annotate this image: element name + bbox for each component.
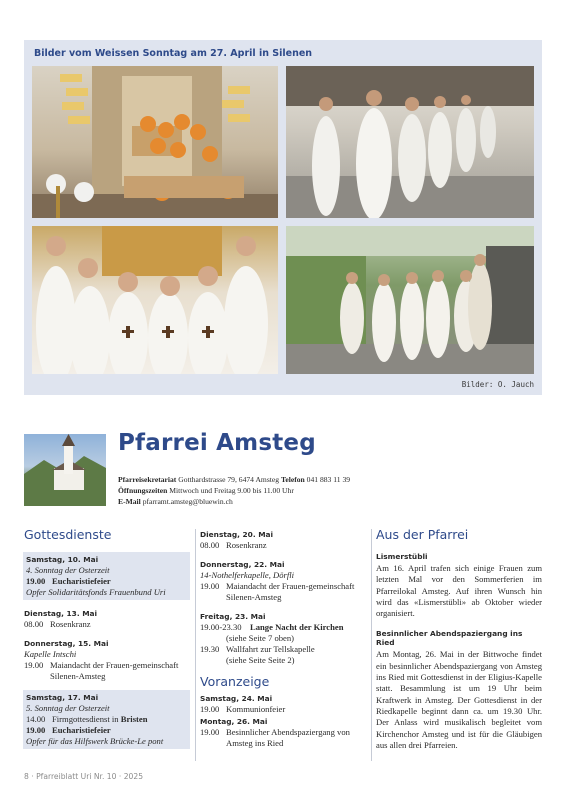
day-title: Dienstag, 13. Mai [24, 609, 98, 618]
photo-procession-street [286, 66, 534, 218]
secretariat-address: Gotthardstrasse 79, 6474 Amsteg [178, 475, 280, 484]
day-samstag-10-mai [23, 552, 190, 600]
day-donnerstag-22-mai [200, 559, 366, 603]
parish-title: Pfarrei Amsteg [118, 430, 316, 456]
event: 08.00 Rosenkranz [200, 540, 267, 550]
day-samstag-24-mai [200, 693, 366, 715]
day-title: Dienstag, 20. Mai [200, 530, 274, 539]
day-donnerstag-15-mai [24, 638, 190, 682]
photo-communion-children [32, 226, 278, 374]
column-divider [195, 529, 196, 761]
hours-label: Öffnungszeiten [118, 485, 168, 495]
email-label: E-Mail [118, 496, 141, 506]
phone-number: 041 883 11 39 [306, 475, 351, 484]
column-gottesdienste [24, 527, 190, 757]
section-heading-aus-der-pfarrei: Aus der Pfarrei [376, 527, 469, 542]
event: 14.00 Firmgottesdienst in Bristen [26, 714, 148, 724]
hours-text: Mittwoch und Freitag 9.00 bis 11.00 Uhr [169, 485, 294, 495]
page-footer: 8 · Pfarreiblatt Uri Nr. 10 · 2025 [24, 772, 144, 781]
day-title: Freitag, 23. Mai [200, 612, 266, 621]
day-dienstag-13-mai [24, 608, 190, 630]
column-divider [371, 529, 372, 761]
contact-block [118, 475, 350, 507]
secretariat-line [118, 475, 350, 486]
day-title: Samstag, 17. Mai [26, 693, 99, 702]
event: 19.30 Wallfahrt zur Tellskapelle [200, 644, 315, 654]
article-body-lismerstuebli: Am 16. April trafen sich einige Frauen zum letzten Mal vor den Sommerferien im Pfarreilokal Amsteg. Auf ihren Wunsch hin wird das «Lismerstübli» ab Oktober wieder organisiert. [376, 563, 542, 619]
phone-label: Telefon [280, 475, 305, 484]
church-photo [24, 434, 106, 506]
event-note: (siehe Seite Seite 2) [226, 655, 295, 665]
day-title: Samstag, 24. Mai [200, 694, 273, 703]
day-title: Donnerstag, 15. Mai [24, 639, 109, 648]
day-montag-26-mai [200, 716, 366, 749]
secretariat-label: Pfarreisekretariat [118, 475, 177, 484]
offering-note: Opfer für das Hilfswerk Brücke-Le pont [26, 736, 164, 746]
event: 19.00 Eucharistiefeier [26, 576, 111, 586]
hours-line [118, 486, 350, 497]
day-title: Donnerstag, 22. Mai [200, 560, 285, 569]
event: 19.00-23.30 Lange Nacht der Kirchen [200, 622, 344, 632]
day-dienstag-20-mai [200, 529, 366, 551]
event: 19.00 Besinnlicher Abendspaziergang von Amsteg ins Ried [200, 727, 350, 748]
column-aus-der-pfarrei [376, 527, 542, 761]
photo-group-outdoors [286, 226, 534, 374]
email-line [118, 497, 350, 508]
article-title-abendspaziergang: Besinnlicher Abendspaziergang ins Ried [376, 629, 523, 648]
photo-panel [24, 40, 542, 395]
offering-note: Opfer Solidaritätsfonds Frauenbund Uri [26, 587, 166, 597]
photo-panel-title: Bilder vom Weissen Sonntag am 27. April in Silenen [34, 48, 313, 59]
day-title: Samstag, 10. Mai [26, 555, 99, 564]
article-body-abendspaziergang: Am Montag, 26. Mai in der Bittwoche findet ein besinnlicher Abendspaziergang von Amsteg ins Ried mit Gottesdienst in der Eligius-Kapelle statt. Besammlung ist um 19 Uhr beim Kraftwerk in Amsteg. Der Gottesdienst in der Riedkapelle beginnt dann ca. um 19.30 Uhr. Der Anlass wird musikalisch begleitet vom Kirchenchor Amsteg und ist für die Gläubigen aus allen drei Pfarreien. [376, 649, 542, 750]
event: 19.00 Eucharistiefeier [26, 725, 111, 735]
event: 19.00 Maiandacht der Frauen-gemeinschaft Silenen-Amsteg [24, 660, 179, 681]
day-subtitle: Kapelle Intschi [24, 649, 77, 659]
event: 19.00 Kommunionfeier [200, 704, 286, 714]
day-subtitle: 4. Sonntag der Osterzeit [26, 565, 110, 575]
day-title: Montag, 26. Mai [200, 717, 268, 726]
photo-credit: Bilder: O. Jauch [461, 380, 534, 389]
section-heading-voranzeige: Voranzeige [200, 674, 270, 689]
day-samstag-17-mai [23, 690, 190, 749]
article-title-lismerstuebli: Lismerstübli [376, 552, 428, 561]
event-note: (siehe Seite 7 oben) [226, 633, 295, 643]
day-freitag-23-mai [200, 611, 366, 666]
email-address[interactable]: pfarramt.amsteg@bluewin.ch [142, 496, 233, 506]
day-subtitle: 5. Sonntag der Osterzeit [26, 703, 110, 713]
column-gottesdienste-continued [200, 529, 366, 757]
section-heading-gottesdienste: Gottesdienste [24, 527, 112, 542]
photo-altar-decoration [32, 66, 278, 218]
event: 08.00 Rosenkranz [24, 619, 91, 629]
day-subtitle: 14-Nothelferkapelle, Dörfli [200, 570, 295, 580]
event: 19.00 Maiandacht der Frauen-gemeinschaft Silenen-Amsteg [200, 581, 355, 602]
